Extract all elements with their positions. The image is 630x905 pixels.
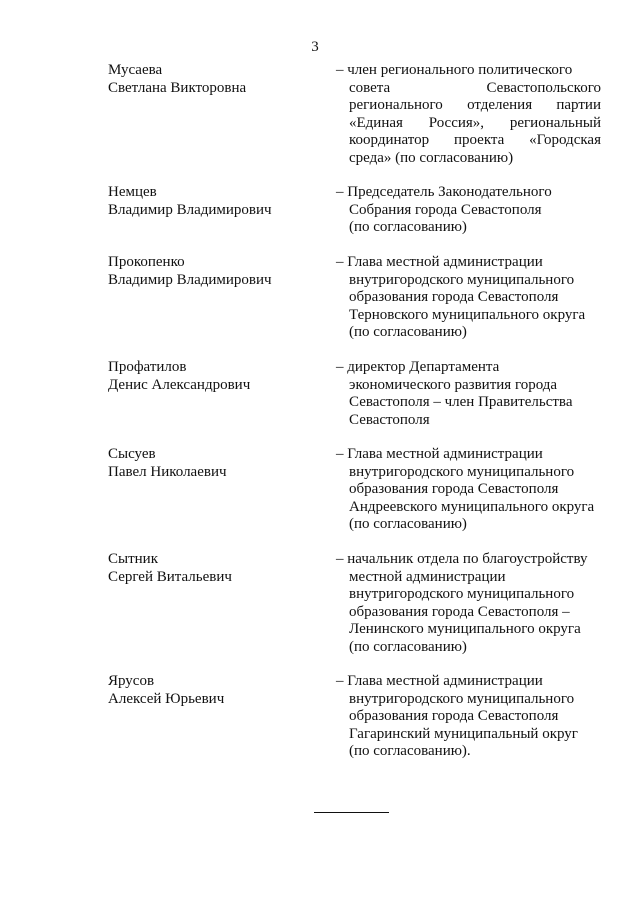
role-line: – Глава местной администрации [336,254,543,270]
role-line-justified [349,132,601,150]
member-name [108,184,328,219]
role-word: Россия», [428,114,485,131]
member-surname: Немцев [108,184,157,200]
role-word: партии [556,97,601,114]
role-line: Терновского муниципального округа [349,306,586,323]
role-word: координатор [349,132,430,149]
member-surname: Прокопенко [108,254,185,270]
role-word: отделения [467,97,533,114]
role-line: местной администрации [349,568,506,585]
member-given-names: Павел Николаевич [108,463,227,480]
role-line: внутригородского муниципального [349,690,575,707]
role-line: – член регионального политического [336,62,573,78]
member-surname: Ярусов [108,673,155,689]
member-given-names: Сергей Витальевич [108,568,232,585]
role-word: региональный [509,114,601,131]
role-line: внутригородского муниципального [349,271,575,288]
member-role [336,184,601,237]
member-surname: Профатилов [108,359,187,375]
role-line: образования города Севастополя – [349,603,570,620]
role-line: образования города Севастополя [349,481,559,498]
member-given-names: Владимир Владимирович [108,201,272,218]
role-line: Севастополя [349,411,430,428]
member-given-names: Алексей Юрьевич [108,690,225,707]
role-word: Севастопольского [486,79,601,96]
role-line: – директор Департамента [336,359,500,375]
role-line: (по согласованию). [349,743,471,760]
role-line: – начальник отдела по благоустройству [336,551,588,567]
member-given-names: Владимир Владимирович [108,271,272,288]
role-line-justified [349,80,601,98]
role-word: регионального [349,97,443,114]
role-line: среда» (по согласованию) [349,149,514,166]
role-line: внутригородского муниципального [349,463,575,480]
member-surname: Сытник [108,551,158,567]
role-line-justified [349,97,601,115]
member-role [336,62,601,168]
role-line: Андреевского муниципального округа [349,498,595,515]
member-role [336,254,601,342]
role-line-justified [349,115,601,133]
member-name [108,359,328,394]
role-line: Гагаринский муниципальный округ [349,725,578,742]
role-word: проекта [453,132,505,149]
member-name [108,446,328,481]
role-line: образования города Севастополя [349,289,559,306]
member-given-names: Денис Александрович [108,376,251,393]
role-line: – Глава местной администрации [336,673,543,689]
member-surname: Сысуев [108,446,156,462]
role-line: образования города Севастополя [349,708,559,725]
member-role [336,551,601,657]
role-line: внутригородского муниципального [349,586,575,603]
member-surname: Мусаева [108,62,163,78]
role-line: – Председатель Законодательного [336,184,552,200]
role-line: Собрания города Севастополя [349,201,542,218]
role-line: Севастополя – член Правительства [349,394,573,411]
member-name [108,673,328,708]
role-line: (по согласованию) [349,219,467,236]
end-of-list-rule [314,812,389,813]
role-line: – Глава местной администрации [336,446,543,462]
role-line: экономического развития города [349,376,558,393]
member-given-names: Светлана Викторовна [108,79,247,96]
member-role [336,359,601,429]
member-name [108,551,328,586]
role-line: Ленинского муниципального округа [349,621,581,638]
member-role [336,673,601,761]
role-line: (по согласованию) [349,638,467,655]
role-word: «Единая [349,114,403,131]
role-word: совета [349,79,391,96]
role-line: (по согласованию) [349,516,467,533]
role-line: (по согласованию) [349,324,467,341]
page-number: 3 [311,39,319,55]
role-word: «Городская [529,132,601,149]
member-name [108,62,328,97]
member-name [108,254,328,289]
member-role [336,446,601,534]
